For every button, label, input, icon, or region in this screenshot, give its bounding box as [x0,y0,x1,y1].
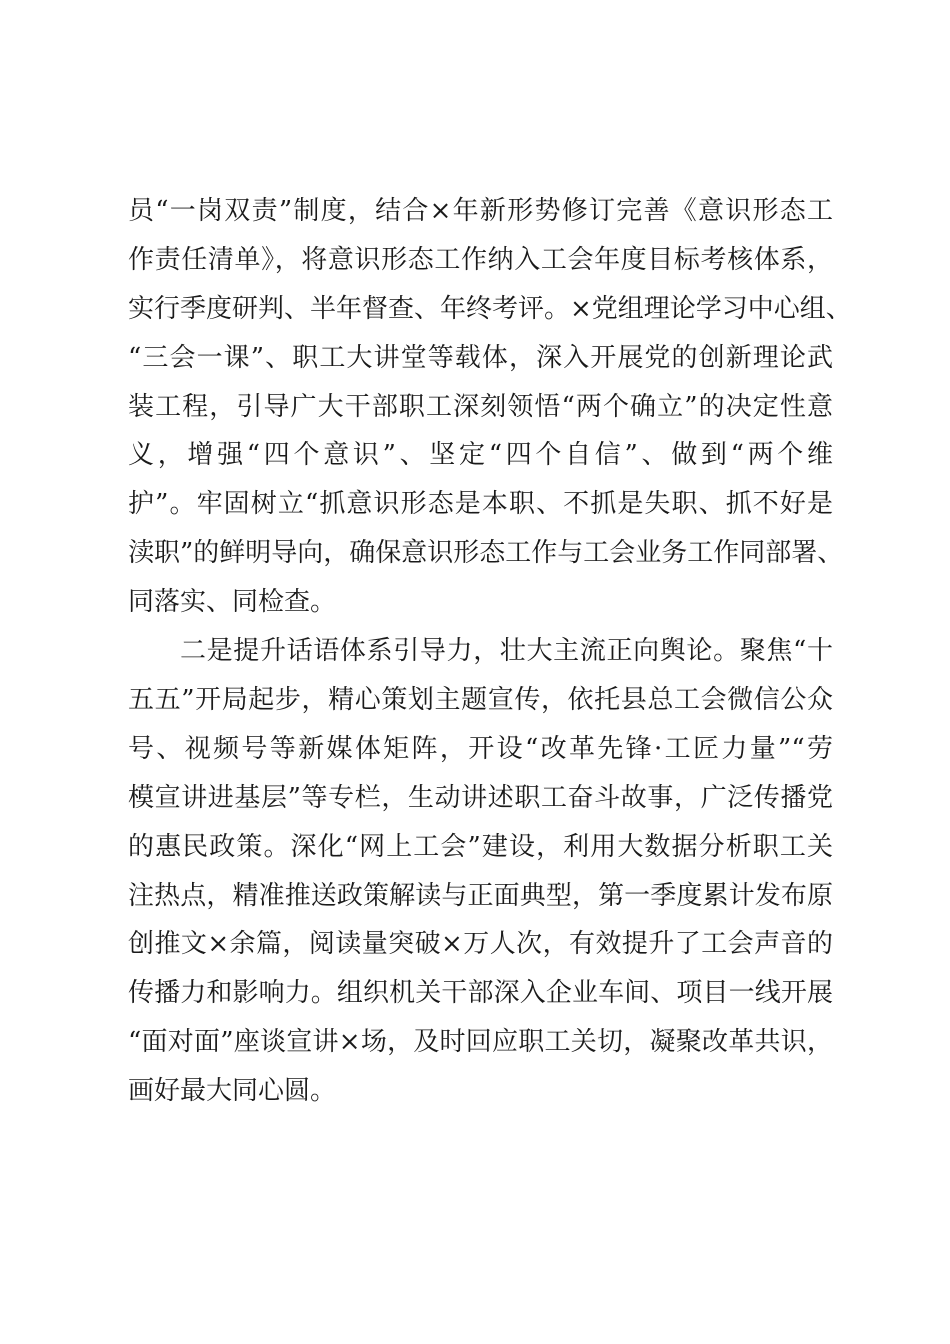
text-line: 员“一岗双责”制度，结合×年新形势修订完善《意识形态工 [128,196,833,226]
text-line: 五五”开局起步，精心策划主题宣传，依托县总工会微信公众 [128,685,833,715]
text-line: 模宣讲进基层”等专栏，生动讲述职工奋斗故事，广泛传播党 [128,783,833,813]
text-line: 渎职”的鲜明导向，确保意识形态工作与工会业务工作同部署、 [128,538,844,568]
text-line: 同落实、同检查。 [128,587,337,617]
text-line: “面对面”座谈宣讲×场，及时回应职工关切，凝聚改革共识， [128,1027,833,1057]
text-line: 号、视频号等新媒体矩阵，开设“改革先锋·工匠力量”“劳 [128,734,833,764]
text-line: “三会一课”、职工大讲堂等载体，深入开展党的创新理论武 [128,343,833,373]
text-line: 的惠民政策。深化“网上工会”建设，利用大数据分析职工关 [128,832,833,862]
text-line: 画好最大同心圆。 [128,1076,337,1106]
text-line: 护”。牢固树立“抓意识形态是本职、不抓是失职、抓不好是 [128,489,833,519]
text-line: 创推文×余篇，阅读量突破×万人次，有效提升了工会声音的 [128,929,833,959]
text-line: 装工程，引导广大干部职工深刻领悟“两个确立”的决定性意 [128,392,833,422]
text-line: 传播力和影响力。组织机关干部深入企业车间、项目一线开展 [128,978,833,1008]
paragraph-first-line: 二是提升话语体系引导力，壮大主流正向舆论。聚焦“十 [180,636,833,666]
text-line: 作责任清单》，将意识形态工作纳入工会年度目标考核体系， [128,245,833,275]
text-line: 实行季度研判、半年督查、年终考评。×党组理论学习中心组、 [128,294,852,324]
text-line: 注热点，精准推送政策解读与正面典型，第一季度累计发布原 [128,881,833,911]
text-line: 义，增强“四个意识”、坚定“四个自信”、做到“两个维 [128,440,833,470]
